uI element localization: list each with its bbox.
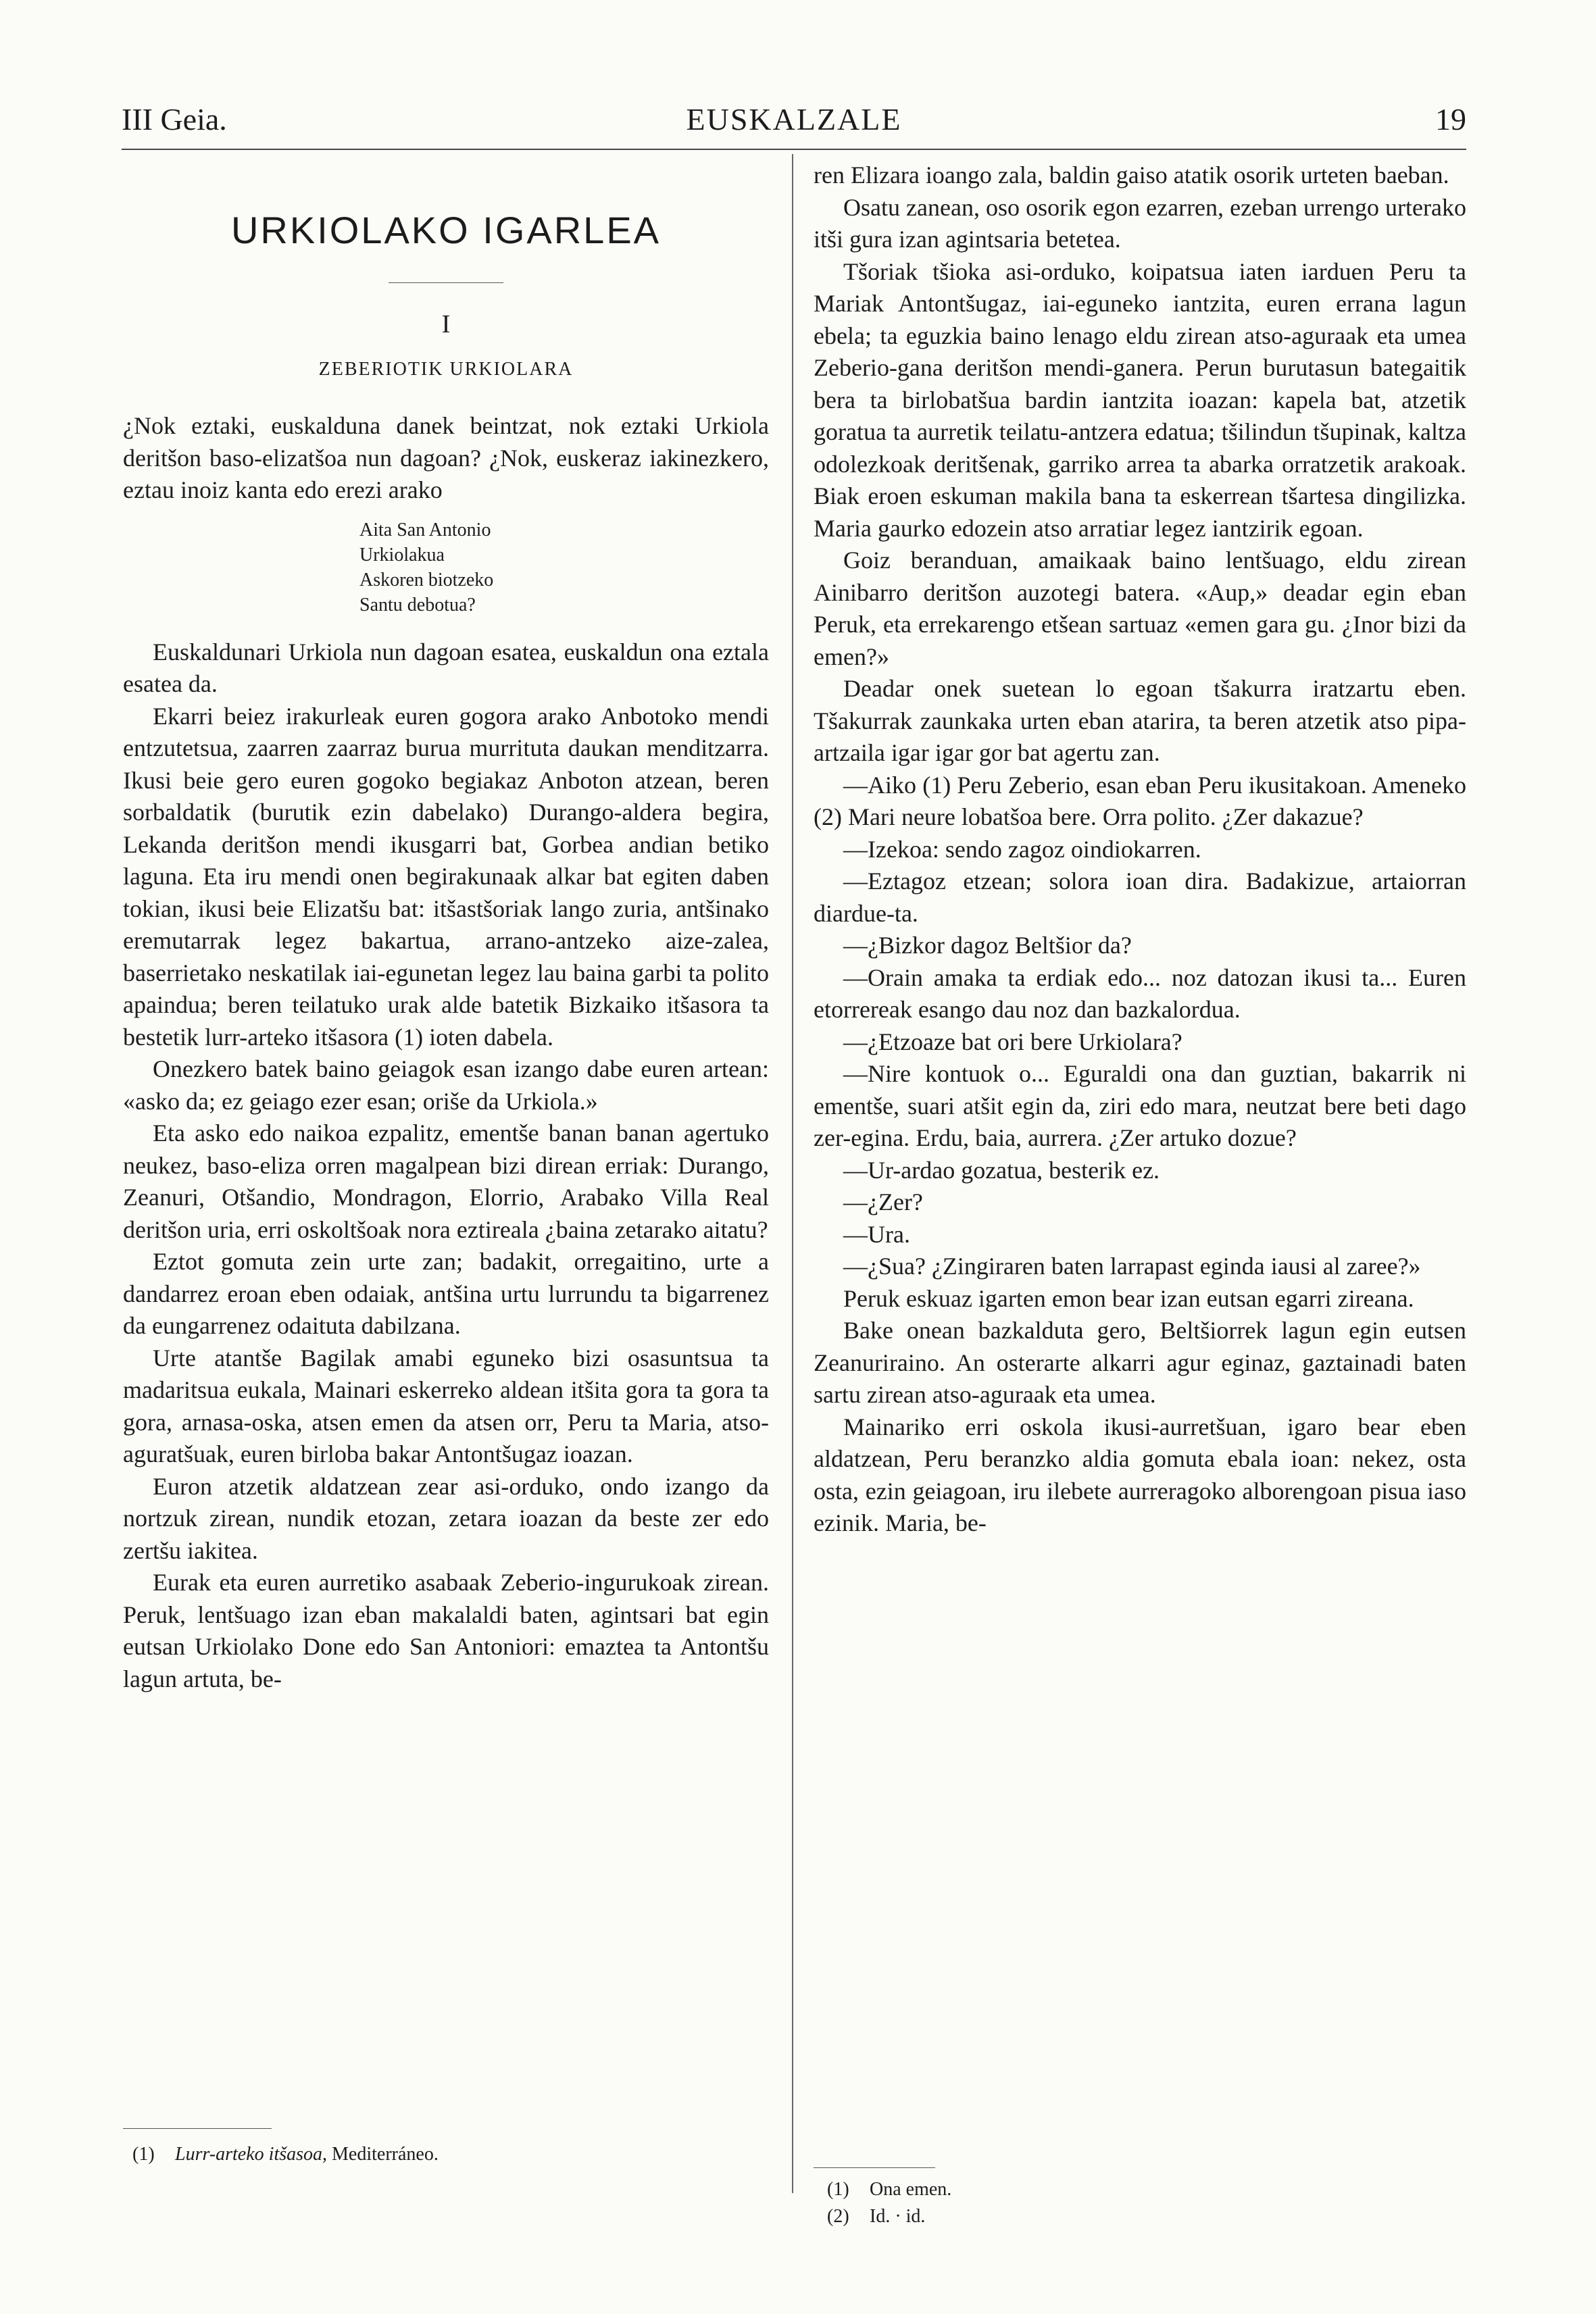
paragraph: Urte atantše Bagilak amabi eguneko bizi osasuntsua ta madaritsua eukala, Mainari eskerreko aldean itšita gora ta gora ta gora, arnasa-oska, atsen emen da atsen orr, Peru ta Maria, atso-aguratšuak, euren birloba bakar Antontšugaz ioazan. <box>123 1344 769 1467</box>
dialogue-line: —Izekoa: sendo zagoz oindiokarren. <box>843 835 1201 863</box>
paragraph: Bake onean bazkalduta gero, Beltšiorrek lagun egin eutsen Zeanuriraino. An osterarte alkarri agur eginaz, gaztainadi baten sartu zirean atso-aguraak eta umea. <box>814 1317 1466 1408</box>
dialogue-line: —¿Bizkor dagoz Beltšior da? <box>843 932 1132 959</box>
footnote <box>132 2142 761 2167</box>
footnote-number: (1) <box>132 2144 155 2165</box>
dialogue-line: —Aiko (1) Peru Zeberio, esan eban Peru ikusitakoan. Ameneko (2) Mari neure lobatšoa bere. Orra polito. ¿Zer dakazue? <box>814 771 1466 830</box>
paragraph: Euskaldunari Urkiola nun dagoan esatea, euskaldun ona eztala esatea da. <box>123 638 769 697</box>
issue-number: III Geia. <box>122 102 227 136</box>
verse-line: Aita San Antonio <box>359 519 491 540</box>
dialogue-line: —Nire kontuok o... Eguraldi ona dan guztian, bakarrik ni ementše, suari atšit egin da, ziri edo mara, neutzat bere beti dago zer-egina. Erdu, baia, aurrera. ¿Zer artuko dozue? <box>814 1060 1466 1151</box>
right-column <box>814 159 1466 1540</box>
running-header <box>122 101 1466 142</box>
footnote-number: (1) <box>827 2179 849 2200</box>
paragraph: Eurak eta euren aurretiko asabaak Zeberio-ingurukoak zirean. Peruk, lentšuago izan eban makalaldi baten, agintsari bat egin eutsan Urkiolako Done edo San Antoniori: emaztea ta Antontšu lagun artuta, be- <box>123 1569 769 1692</box>
footnote-text: Ona emen. <box>870 2179 952 2200</box>
footnote <box>827 2177 1435 2203</box>
dialogue-line: —¿Etzoaze bat ori bere Urkiolara? <box>843 1028 1182 1055</box>
left-column <box>123 159 769 1695</box>
page-number: 19 <box>1435 102 1466 136</box>
dialogue-line: —¿Sua? ¿Zingiraren baten larrapast eginda iausi al zaree?» <box>843 1253 1421 1280</box>
dialogue-line: —Ura. <box>843 1220 910 1248</box>
footnote-text: Id. · id. <box>870 2206 926 2227</box>
paragraph: Deadar onek suetean lo egoan tšakurra iratzartu eben. Tšakurrak zaunkaka urten eban atarira, ta beren atzetik atso pipa-artzaila igar igar gor bat agertu zan. <box>814 675 1466 766</box>
chapter-subtitle: ZEBERIOTIK URKIOLARA <box>318 359 574 380</box>
dialogue-line: —Orain amaka ta erdiak edo... noz datozan ikusi ta... Euren etorrereak esango dau noz dan bazkalordua. <box>814 963 1466 1023</box>
paragraph: Mainariko erri oskola ikusi-aurretšuan, igaro bear eben aldatzean, Peru beranzko aldia gomuta ebala ioan: nekez, osta osta, ezin geiagoan, iru ilebete aurreragoko alborengoan pisua iaso ezinik. Maria, be- <box>814 1413 1466 1536</box>
article-title: URKIOLAKO IGARLEA <box>230 209 662 251</box>
header-rule <box>122 149 1466 150</box>
paragraph: Onezkero batek baino geiagok esan izango dabe euren artean: «asko da; ez geiago ezer esan; oriše da Urkiola.» <box>123 1055 769 1115</box>
paragraph: ren Elizara ioango zala, baldin gaiso atatik osorik urteten baeban. <box>814 161 1449 188</box>
paragraph: Eta asko edo naikoa ezpalitz, ementše banan banan agertuko neukez, baso-eliza orren magalpean bizi direan erriak: Durango, Zeanuri, Otšandio, Mondragon, Elorrio, Arabako Villa Real deritšon uria, erri oskoltšoak nora eztireala ¿baina zetarako aitatu? <box>123 1120 769 1243</box>
verse-quote <box>359 518 769 618</box>
verse-line: Santu debotua? <box>359 594 476 615</box>
journal-title: EUSKALZALE <box>686 102 902 136</box>
footnote-number: (2) <box>827 2206 849 2227</box>
footnote <box>827 2204 1435 2230</box>
dialogue-line: —Ur-ardao gozatua, besterik ez. <box>843 1156 1160 1184</box>
paragraph: Ekarri beiez irakurleak euren gogora arako Anbotoko mendi entzutetsua, zaarren zaarraz burua murrituta daukan menditzarra. Ikusi beie gero euren gogoko begiakaz Anboton atzean, beren sorbaldatik (burutik ezin dabelako) Durango-aldera begira, Lekanda deritšon mendi ikusgarri bat, Gorbea andian betiko laguna. Eta iru mendi onen begirakunaak alkar bat egiten daben tokian, ikusi beie Elizatšu bat: itšastšoriak lango zuria, antšinako eremutarrak legez bakartua, arrano-antzeko aize-zalea, baserrietako neskatilak iai-egunetan legez lau baina garbi ta polito apaindua; beren teilatuko urak alde batetik Bizkaiko itšasora ta bestetik lurr-arteko itšasora (1) ioten dabela. <box>123 702 769 1051</box>
footnote-term: Lurr-arteko itšasoa, <box>175 2144 328 2165</box>
verse-line: Askoren biotzeko <box>359 569 494 590</box>
paragraph: Euron atzetik aldatzean zear asi-orduko, ondo izango da nortzuk zirean, nundik etozan, zetara ioazan da beste zer edo zertšu iakitea. <box>123 1472 769 1564</box>
dialogue-line: —¿Zer? <box>843 1188 923 1215</box>
intro-paragraph: ¿Nok eztaki, euskalduna danek beintzat, nok eztaki Urkiola deritšon baso-elizatšoa nun dagoan? ¿Nok, euskeraz iakinezkero, eztau inoiz kanta edo erezi arako <box>123 412 769 503</box>
footnote-rule <box>123 2128 272 2129</box>
paragraph: Tšoriak tšioka asi-orduko, koipatsua iaten iarduen Peru ta Mariak Antontšugaz, iai-eguneko iantzita, euren errana lagun ebela; ta eguzkia baino lenago eldu zirean atso-aguraak eta umea Zeberio-gana deritšon mendi-ganera. Perun burutasun bategaitik bera ta birlobatšua bardin iantzita ioazan: kapela bat, atzetik goratua ta aurretik teilatu-antzera edatua; tšilindun tšupinak, kaltza odolezkoak deritšenak, garriko arrea ta abarka orratzetik arakoak. Biak eroen eskuman makila bana ta eskerrean tšartesa dingilizka. Maria gaurko edozein atso arratiar legez iantzirik egoan. <box>814 257 1466 542</box>
paragraph: Peruk eskuaz igarten emon bear izan eutsan egarri zireana. <box>843 1284 1414 1312</box>
footnote-rule <box>814 2167 935 2168</box>
column-divider <box>792 154 793 2193</box>
title-rule <box>389 282 503 283</box>
verse-line: Urkiolakua <box>359 544 445 565</box>
chapter-number: I <box>441 310 451 338</box>
paragraph: Osatu zanean, oso osorik egon ezarren, ezeban urrengo urterako itši gura izan agintsaria betetea. <box>814 193 1466 253</box>
dialogue-line: —Eztagoz etzean; solora ioan dira. Badakizue, artaiorran diardue-ta. <box>814 867 1466 927</box>
paragraph: Eztot gomuta zein urte zan; badakit, orregaitino, urte a dandarrez eroan eben odaiak, antšina urtu lurrundu ta bigarrenez da eungarrenez odaituta dabilzana. <box>123 1248 769 1339</box>
paragraph: Goiz beranduan, amaikaak baino lentšuago, eldu zirean Ainibarro deritšon auzotegi batera. «Aup,» deadar egin eban Peruk, eta errekarengo etšean sartuaz «emen gara gu. ¿Inor bizi da emen?» <box>814 547 1466 670</box>
footnote-text: Mediterráneo. <box>332 2144 439 2165</box>
